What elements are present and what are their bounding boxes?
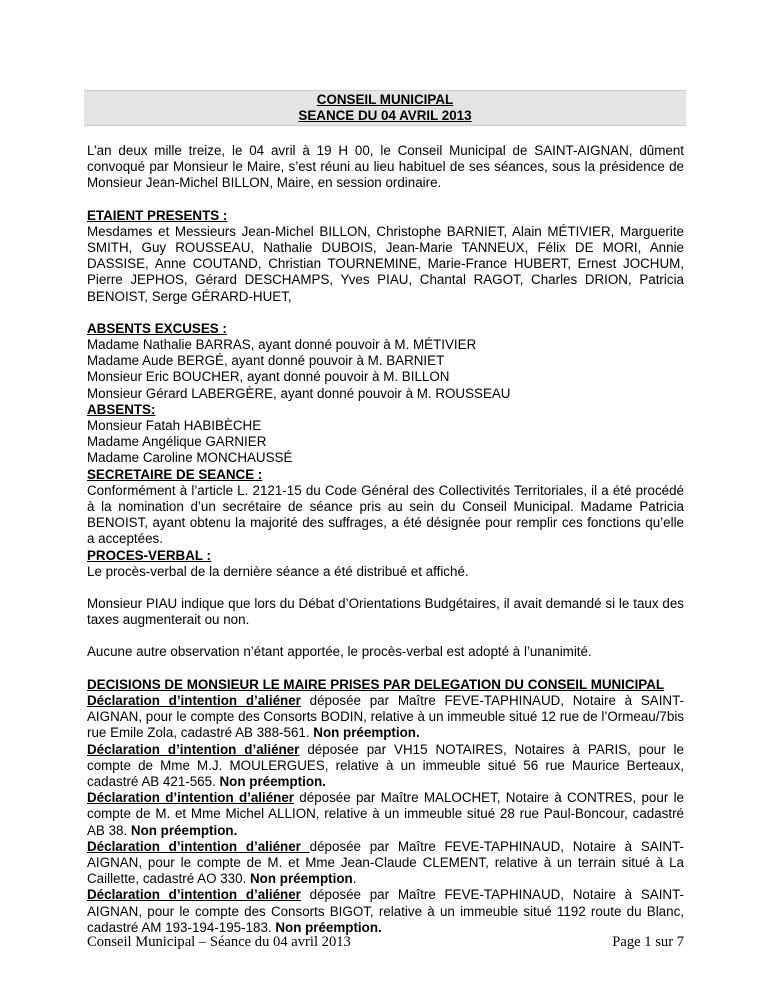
absent-item: Madame Angélique GARNIER <box>87 434 267 450</box>
piau-remark-paragraph: Monsieur PIAU indique que lors du Débat d’Orientations Budgétaires, il avait demandé si le taux des taxes augmenterait ou non. <box>87 596 684 628</box>
excused-item: Madame Aude BERGÉ, ayant donné pouvoir à M. BARNIET <box>87 353 445 369</box>
absent-item: Monsieur Fatah HABIBÈCHE <box>87 418 262 434</box>
decision-result: Non préemption. <box>219 773 326 789</box>
absent-item: Madame Caroline MONCHAUSSÉ <box>87 450 293 466</box>
decision-text: déposée par Maître FEVE-TAPHINAUD, Notaire à SAINT-AIGNAN, pour le compte des Consorts BIGOT, relative à un immeuble situé 1192 route du Blanc, cadastré AM 193-194-195-183. <box>87 887 684 935</box>
decision-text: déposée par Maître FEVE-TAPHINAUD, Notaire à SAINT-AIGNAN, pour le compte de M. et Mme Jean-Claude CLEMENT, relative à un terrain situé à La Caillette, cadastré AO 330. <box>87 838 684 887</box>
absent-heading: ABSENTS: <box>87 401 156 417</box>
minutes-paragraph: Le procès-verbal de la dernière séance a été distribué et affiché. <box>87 563 469 579</box>
excused-item: Monsieur Eric BOUCHER, ayant donné pouvoir à M. BILLON <box>87 369 450 385</box>
excused-heading: ABSENTS EXCUSES : <box>87 320 227 336</box>
decision-label: Déclaration d’intention d’aliéner <box>87 887 301 903</box>
decisions-heading: DECISIONS DE MONSIEUR LE MAIRE PRISES PAR DELEGATION DU CONSEIL MUNICIPAL <box>87 676 665 692</box>
decision-label: Déclaration d’intention d’aliéner <box>87 741 300 757</box>
decision-text: déposée par Maître MALOCHET, Notaire à CONTRES, pour le compte de M. et Mme Michel ALLION, relative à un immeuble situé 28 rue Paul-Boncour, cadastré AB 38. <box>87 790 684 838</box>
footer-session-label: Conseil Municipal – Séance du 04 avril 2013 <box>87 934 351 950</box>
decision-item <box>87 693 684 742</box>
secretary-paragraph: Conformément à l’article L. 2121-15 du Code Général des Collectivités Territoriales, il a été procédé à la nomination d’un secrétaire de séance pris au sein du Conseil Municipal. Madame Patricia BENOIST, ayant obtenu la majorité des suffrages, a été désignée pour remplir ces fonctions qu’elle a acceptées. <box>87 482 684 547</box>
decision-result: Non préemption. <box>313 725 420 741</box>
minutes-heading: PROCES-VERBAL : <box>87 547 212 563</box>
excused-item: Madame Nathalie BARRAS, ayant donné pouvoir à M. MÉTIVIER <box>87 337 477 353</box>
present-heading: ETAIENT PRESENTS : <box>87 207 228 223</box>
decision-suffix: . <box>352 871 357 887</box>
decision-label: Déclaration d’intention d’aliéner <box>87 692 301 708</box>
decision-item <box>87 742 684 791</box>
decision-item <box>87 839 684 888</box>
document-title: CONSEIL MUNICIPAL <box>316 92 454 107</box>
decision-text: déposée par Maître FEVE-TAPHINAUD, Notaire à SAINT-AIGNAN, pour le compte des Consorts BODIN, relative à un immeuble situé 12 rue de l’Ormeau/7bis rue Emile Zola, cadastré AB 388-561. <box>87 692 684 741</box>
decision-item <box>87 790 684 839</box>
session-date-title: SEANCE DU 04 AVRIL 2013 <box>298 108 472 123</box>
document-body <box>87 143 684 936</box>
decision-result: Non préemption. <box>130 822 238 838</box>
decision-label: Déclaration d’intention d’aliéner <box>87 790 295 806</box>
decision-result: Non préemption. <box>275 919 382 935</box>
adoption-paragraph: Aucune autre observation n’étant apportée, le procès-verbal est adopté à l’unanimité. <box>87 644 592 660</box>
decision-label: Déclaration d’intention d’aliéner <box>87 838 310 854</box>
decision-result: Non préemption <box>250 871 353 887</box>
decision-text: déposée par VH15 NOTAIRES, Notaires à PARIS, pour le compte de Mme M.J. MOULERGUES, relative à un immeuble situé 56 rue Maurice Berteaux, cadastré AB 421-565. <box>87 741 684 789</box>
excused-item: Monsieur Gérard LABERGÈRE, ayant donné pouvoir à M. ROUSSEAU <box>87 385 511 401</box>
page-number: Page 1 sur 7 <box>612 934 684 950</box>
present-list: Mesdames et Messieurs Jean-Michel BILLON, Christophe BARNIET, Alain MÉTIVIER, Marguerite SMITH, Guy ROUSSEAU, Nathalie DUBOIS, Jean-Marie TANNEUX, Félix DE MORI, Annie DASSISE, Anne COUTAND, Christian TOURNEMINE, Marie-France HUBERT, Ernest JOCHUM, Pierre JEPHOS, Gérard DESCHAMPS, Yves PIAU, Chantal RAGOT, Charles DRION, Patricia BENOIST, Serge GÉRARD-HUET, <box>87 223 684 304</box>
decision-item <box>87 887 684 936</box>
secretary-heading: SECRETAIRE DE SEANCE : <box>87 466 263 482</box>
title-band <box>84 90 686 126</box>
intro-paragraph: L’an deux mille treize, le 04 avril à 19 H 00, le Conseil Municipal de SAINT-AIGNAN, dûment convoqué par Monsieur le Maire, s’est réuni au lieu habituel de ses séances, sous la présidence de Monsieur Jean-Michel BILLON, Maire, en session ordinaire. <box>87 143 684 191</box>
